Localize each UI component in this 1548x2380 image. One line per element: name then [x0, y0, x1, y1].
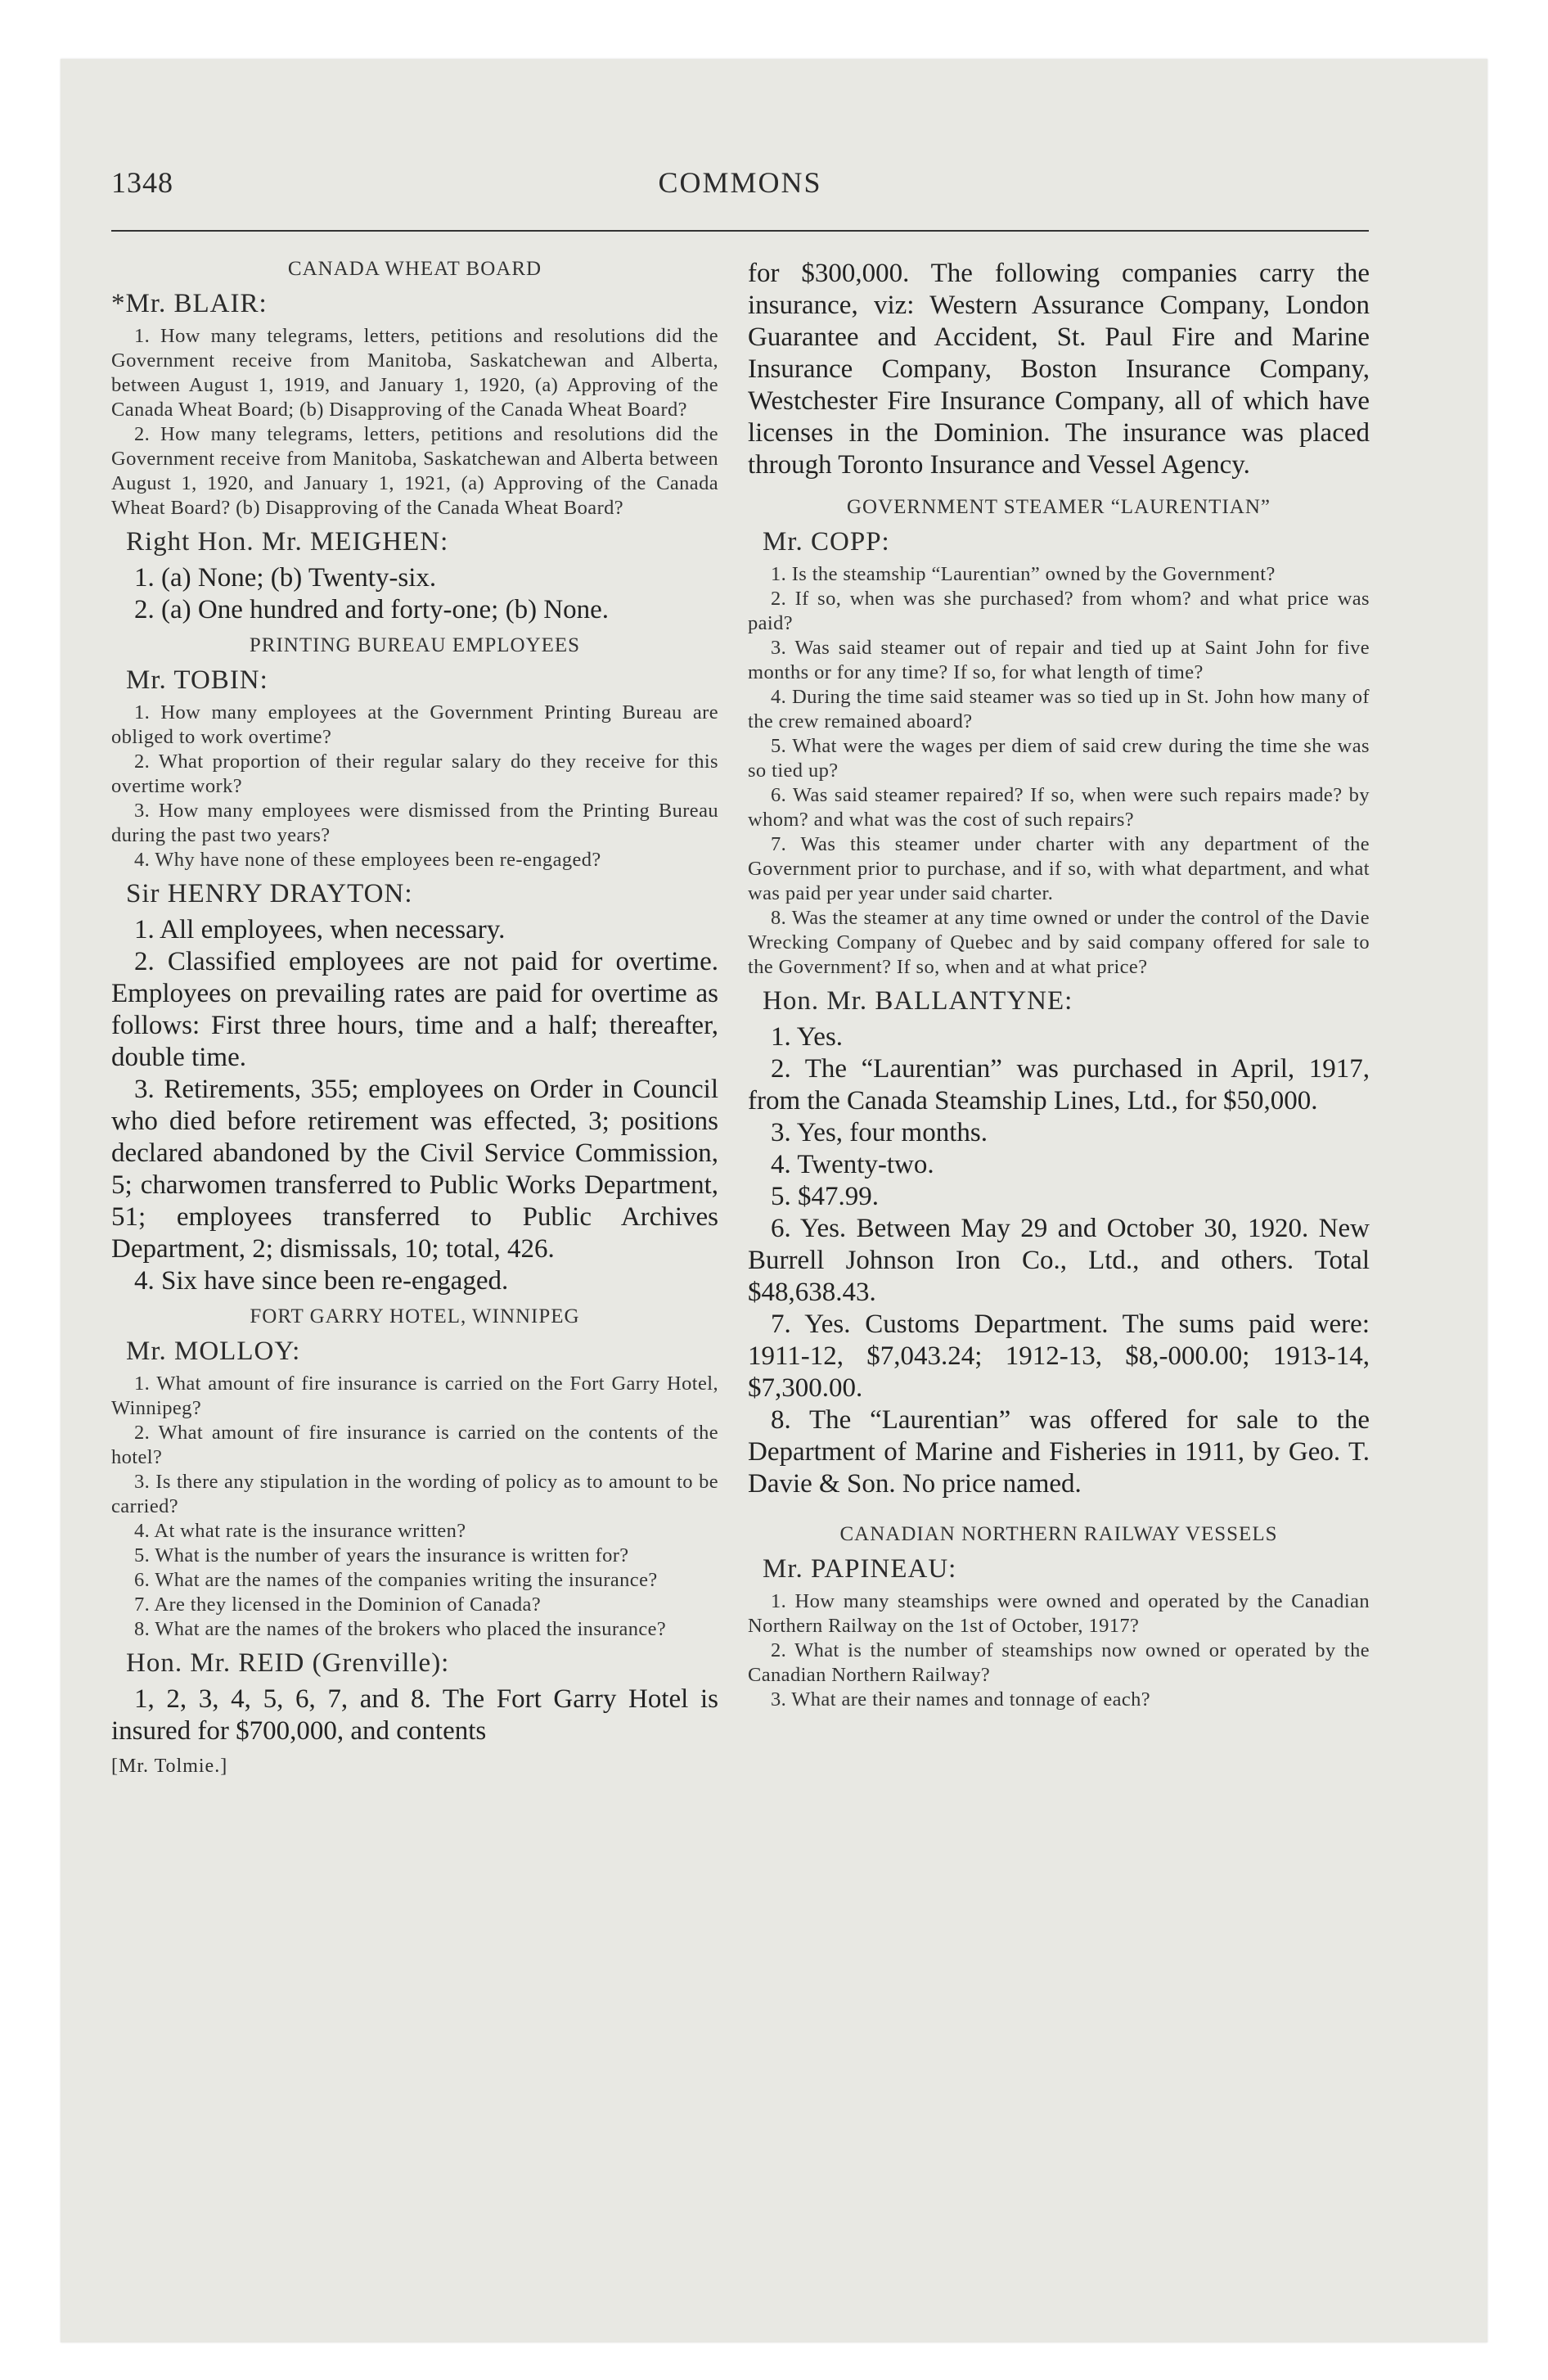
question: 1. How many employees at the Government Printing Bureau are obliged to work overtime?: [111, 701, 718, 748]
answer: 1. Yes.: [771, 1022, 844, 1052]
footer-note: [Mr. Tolmie.]: [111, 1756, 228, 1777]
answerer: Right Hon. Mr. MEIGHEN:: [126, 527, 449, 557]
section-fort-garry-hotel: [111, 1305, 718, 1747]
question: 7. Are they licensed in the Dominion of Canada?: [134, 1593, 542, 1616]
answerer: Hon. Mr. BALLANTYNE:: [763, 986, 1073, 1016]
question: 2. What amount of fire insurance is carried on the contents of the hotel?: [111, 1422, 718, 1468]
right-column: [748, 258, 1370, 1712]
section-heading: CANADIAN NORTHERN RAILWAY VESSELS: [839, 1523, 1278, 1545]
questioner: *Mr. BLAIR:: [111, 289, 268, 318]
answer: 2. Classified employees are not paid for overtime. Employees on prevailing rates are paid for overtime as follows: First three hours, time and a half; thereafter, double time.: [111, 947, 718, 1072]
answer: 5. $47.99.: [771, 1182, 879, 1211]
question: 1. Is the steamship “Laurentian” owned by the Government?: [771, 563, 1276, 585]
question: 2. What proportion of their regular salary do they receive for this overtime work?: [111, 751, 718, 797]
section-canada-wheat-board: [111, 258, 718, 626]
question: 2. If so, when was she purchased? from whom? and what price was paid?: [748, 588, 1370, 634]
left-column: [111, 258, 718, 1778]
question: 3. Was said steamer out of repair and tied up at Saint John for five months or for any time? If so, for what length of time?: [748, 637, 1370, 683]
header-rule: [111, 230, 1369, 232]
answer: 2. (a) One hundred and forty-one; (b) None.: [134, 595, 610, 624]
question: 6. What are the names of the companies writing the insurance?: [134, 1569, 658, 1591]
page-header: [111, 165, 1369, 214]
questioner: Mr. MOLLOY:: [126, 1336, 301, 1366]
question: 7. Was this steamer under charter with any department of the Government prior to purchase, and if so, with what department, and what was paid per year under said charter.: [748, 833, 1370, 904]
question: 8. What are the names of the brokers who placed the insurance?: [134, 1618, 667, 1640]
question: 6. Was said steamer repaired? If so, when were such repairs made? by whom? and what was the cost of such repairs?: [748, 784, 1370, 831]
section-laurentian: [748, 496, 1370, 1500]
answer: 1. All employees, when necessary.: [134, 915, 506, 944]
question: 1. What amount of fire insurance is carried on the Fort Garry Hotel, Winnipeg?: [111, 1373, 718, 1419]
question: 3. What are their names and tonnage of each?: [771, 1688, 1151, 1711]
answer-continued: for $300,000. The following companies carry the insurance, viz: Western Assurance Company, London Guarantee and Accident, St. Paul Fire and Marine Insurance Company, Boston Insurance Company, Westchester Fire Insurance Company, all of which have licenses in the Dominion. The insurance was placed through Toronto Insurance and Vessel Agency.: [748, 259, 1370, 480]
page-number: 1348: [111, 166, 173, 199]
section-heading: FORT GARRY HOTEL, WINNIPEG: [250, 1305, 580, 1327]
question: 3. Is there any stipulation in the wording of policy as to amount to be carried?: [111, 1471, 718, 1517]
answer: 8. The “Laurentian” was offered for sale to the Department of Marine and Fisheries in 1911, by Geo. T. Davie & Son. No price named.: [748, 1405, 1370, 1499]
question: 4. During the time said steamer was so tied up in St. John how many of the crew remained aboard?: [748, 686, 1370, 732]
section-heading: GOVERNMENT STEAMER “LAURENTIAN”: [847, 496, 1271, 518]
answer: 6. Yes. Between May 29 and October 30, 1920. New Burrell Johnson Iron Co., Ltd., and others. Total $48,638.43.: [748, 1214, 1370, 1307]
answer: 2. The “Laurentian” was purchased in April, 1917, from the Canada Steamship Lines, Ltd., for $50,000.: [748, 1054, 1370, 1116]
question: 5. What is the number of years the insurance is written for?: [134, 1544, 629, 1566]
section-cn-railway-vessels: [748, 1523, 1370, 1712]
question: 4. Why have none of these employees been re-engaged?: [134, 849, 601, 871]
question: 2. How many telegrams, letters, petitions and resolutions did the Government receive from Manitoba, Saskatchewan and Alberta between August 1, 1920, and January 1, 1921, (a) Approving of the Canada Wheat Board? (b) Disapproving of the Canada Wheat Board?: [111, 423, 718, 519]
section-heading: CANADA WHEAT BOARD: [287, 258, 542, 280]
question: 2. What is the number of steamships now owned or operated by the Canadian Northern Railway?: [748, 1639, 1370, 1686]
answer: 3. Yes, four months.: [771, 1118, 988, 1147]
questioner: Mr. COPP:: [763, 527, 890, 557]
answer: 1. (a) None; (b) Twenty-six.: [134, 563, 437, 593]
question: 4. At what rate is the insurance written?: [134, 1520, 466, 1542]
running-head: COMMONS: [658, 166, 822, 199]
questioner: Mr. PAPINEAU:: [763, 1554, 957, 1584]
answer: 4. Six have since been re-engaged.: [134, 1266, 509, 1296]
answer: 7. Yes. Customs Department. The sums paid were: 1911-12, $7,043.24; 1912-13, $8,-000.00; 1913-14, $7,300.00.: [748, 1309, 1370, 1403]
questioner: Mr. TOBIN:: [126, 665, 268, 695]
question: 8. Was the steamer at any time owned or under the control of the Davie Wrecking Company of Quebec and by said company offered for sale to the Government? If so, when and at what price?: [748, 907, 1370, 978]
answer: 4. Twenty-two.: [771, 1150, 934, 1179]
question: 3. How many employees were dismissed from the Printing Bureau during the past two years?: [111, 800, 718, 846]
answer: 3. Retirements, 355; employees on Order in Council who died before retirement was effected, 3; positions declared abandoned by the Civil Service Commission, 5; charwomen transferred to Public Works Department, 51; employees transferred to Public Archives Department, 2; dismissals, 10; total, 426.: [111, 1075, 718, 1264]
question: 1. How many telegrams, letters, petitions and resolutions did the Government receive from Manitoba, Saskatchewan and Alberta, between August 1, 1919, and January 1, 1920, (a) Approving of the Canada Wheat Board; (b) Disapproving of the Canada Wheat Board?: [111, 325, 718, 421]
answer: 1, 2, 3, 4, 5, 6, 7, and 8. The Fort Garry Hotel is insured for $700,000, and contents: [111, 1684, 718, 1746]
section-heading: PRINTING BUREAU EMPLOYEES: [249, 634, 581, 656]
section-printing-bureau: [111, 634, 718, 1297]
answerer: Hon. Mr. REID (Grenville):: [126, 1648, 450, 1678]
answerer: Sir HENRY DRAYTON:: [126, 879, 413, 908]
question: 1. How many steamships were owned and operated by the Canadian Northern Railway on the 1st of October, 1917?: [748, 1590, 1370, 1637]
question: 5. What were the wages per diem of said crew during the time she was so tied up?: [748, 735, 1370, 782]
